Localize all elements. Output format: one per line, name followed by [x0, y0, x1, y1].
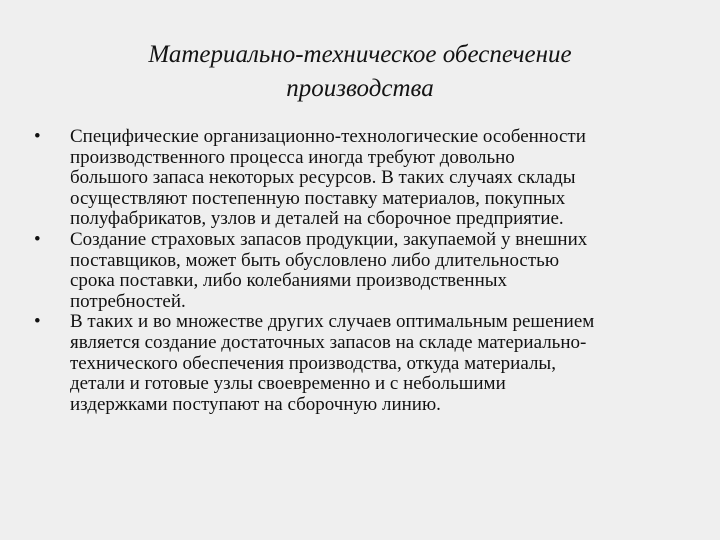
bullet-1-line-5: полуфабрикатов, узлов и деталей на сборочное предприятие. — [70, 208, 564, 230]
bullet-item-3 — [34, 312, 684, 415]
bullet-dot: • — [34, 228, 41, 250]
bullet-1-line-3: большого запаса некоторых ресурсов. В таких случаях склады — [70, 167, 576, 189]
bullet-item-2 — [34, 230, 684, 312]
bullet-3-line-1: В таких и во множестве других случаев оптимальным решением — [70, 311, 595, 333]
bullet-dot: • — [34, 311, 41, 333]
slide-title — [60, 38, 660, 106]
bullet-2-line-1: Создание страховых запасов продукции, закупаемой у внешних — [70, 228, 588, 250]
slide-title-line-1: Материально-техническое обеспечение — [148, 41, 572, 68]
bullet-1-line-4: осуществляют постепенную поставку материалов, покупных — [70, 187, 566, 209]
bullet-3-line-4: детали и готовые узлы своевременно и с небольшими — [70, 373, 506, 395]
bullet-2-line-3: срока поставки, либо колебаниями производственных — [70, 270, 508, 292]
bullet-item-1 — [34, 127, 684, 230]
bullet-3-line-3: технического обеспечения производства, откуда материалы, — [70, 352, 556, 374]
bullet-3-line-5: издержками поступают на сборочную линию. — [70, 393, 441, 415]
bullet-1-line-2: производственного процесса иногда требуют довольно — [70, 146, 515, 168]
bullet-2-line-2: поставщиков, может быть обусловлено либо длительностью — [70, 249, 560, 271]
bullet-3-line-2: является создание достаточных запасов на складе материально- — [70, 331, 587, 353]
bullet-2-line-4: потребностей. — [70, 290, 186, 312]
slide-title-line-2: производства — [286, 75, 434, 102]
bullet-dot: • — [34, 126, 41, 147]
bullet-list — [34, 127, 684, 415]
bullet-1-line-1: Специфические организационно-технологические особенности — [70, 126, 586, 147]
